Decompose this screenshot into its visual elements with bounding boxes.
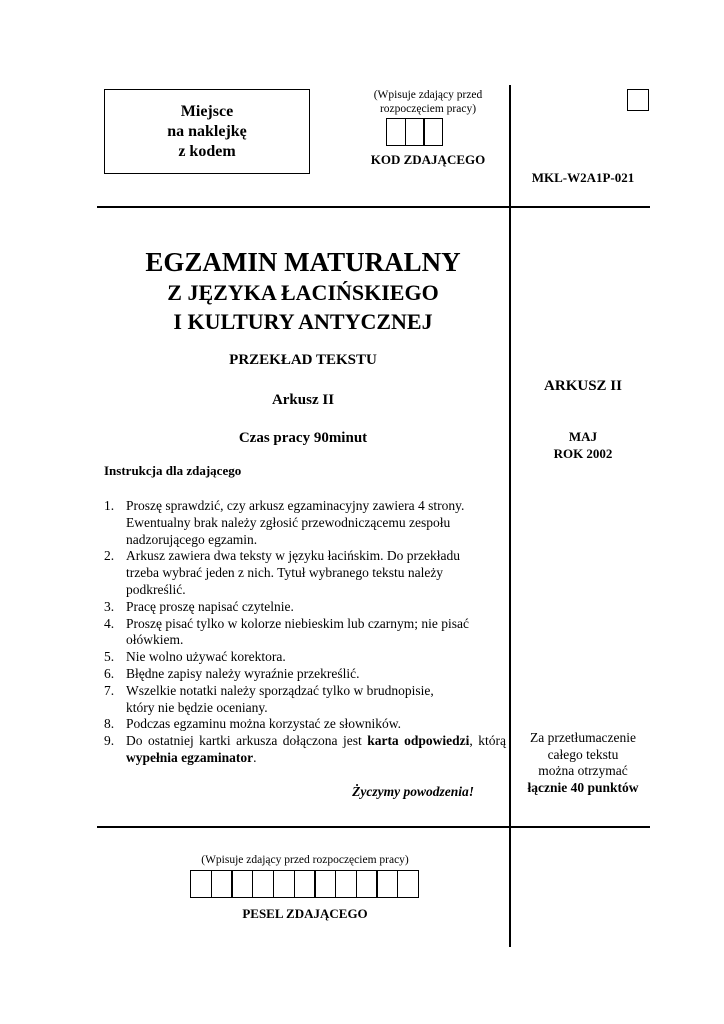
pesel-label: PESEL ZDAJĄCEGO bbox=[242, 906, 368, 921]
exam-title-line2: Z JĘZYKA ŁACIŃSKIEGO bbox=[167, 280, 439, 305]
instruction-item bbox=[104, 683, 506, 717]
instruction-item bbox=[104, 716, 506, 733]
instruction-text: Błędne zapisy należy wyraźnie przekreślić. bbox=[126, 665, 360, 681]
instruction-text-part: , którą bbox=[469, 733, 506, 749]
bottom-horizontal-divider bbox=[97, 826, 650, 828]
instruction-number: 1. bbox=[104, 498, 115, 513]
instruction-number: 7. bbox=[104, 682, 115, 698]
points-info bbox=[516, 730, 650, 796]
pesel-digit-box[interactable] bbox=[252, 870, 274, 898]
exam-date: MAJ ROK 2002 bbox=[553, 429, 613, 461]
candidate-code-label: KOD ZDAJĄCEGO bbox=[370, 152, 486, 167]
pesel-boxes bbox=[190, 870, 419, 898]
sticker-placeholder-box bbox=[104, 89, 310, 174]
instruction-item bbox=[104, 548, 506, 598]
pesel-digit-box[interactable] bbox=[335, 870, 357, 898]
vertical-divider bbox=[509, 85, 511, 947]
points-line: można otrzymać bbox=[538, 763, 628, 778]
instruction-text: Podczas egzaminu można korzystać ze słowników. bbox=[126, 716, 402, 732]
instruction-number: 4. bbox=[104, 615, 115, 631]
pesel-digit-box[interactable] bbox=[231, 870, 253, 898]
pesel-note: (Wpisuje zdający przed rozpoczęciem pracy) bbox=[201, 854, 409, 866]
corner-checkbox[interactable] bbox=[627, 89, 649, 111]
candidate-code-boxes bbox=[386, 118, 443, 146]
examiner-emphasis: wypełnia egzaminator bbox=[126, 749, 254, 765]
instruction-text: Proszę sprawdzić, czy arkusz egzaminacyjny zawiera 4 strony. Ewentualny brak należy zgłosić przewodniczącemu zespołu nadzorującego egzamin. bbox=[126, 498, 465, 547]
time-limit: Czas pracy 90minut bbox=[238, 430, 368, 446]
good-luck-message: Życzymy powodzenia! bbox=[352, 784, 474, 799]
instruction-text: Proszę pisać tylko w kolorze niebieskim lub czarnym; nie pisać ołówkiem. bbox=[126, 615, 470, 648]
pesel-digit-box[interactable] bbox=[273, 870, 295, 898]
instruction-text: Pracę proszę napisać czytelnie. bbox=[126, 598, 294, 614]
pesel-digit-box[interactable] bbox=[190, 870, 212, 898]
sticker-label: Miejsce na naklejkę z kodem bbox=[167, 102, 247, 160]
instruction-number: 3. bbox=[104, 598, 115, 614]
instruction-item bbox=[104, 666, 506, 683]
pesel-digit-box[interactable] bbox=[397, 870, 419, 898]
instructions-list bbox=[104, 498, 506, 767]
instruction-item bbox=[104, 649, 506, 666]
candidate-code-note: (Wpisuje zdający przed rozpoczęciem pracy) bbox=[373, 89, 483, 115]
pesel-digit-box[interactable] bbox=[314, 870, 336, 898]
pesel-digit-box[interactable] bbox=[376, 870, 398, 898]
instruction-number: 2. bbox=[104, 548, 115, 564]
instruction-text bbox=[126, 733, 506, 767]
instruction-text: Arkusz zawiera dwa teksty w języku łacińskim. Do przekładu trzeba wybrać jeden z nich. Tytuł wybranego tekstu należy podkreślić. bbox=[126, 548, 461, 597]
code-digit-box[interactable] bbox=[386, 118, 406, 146]
instruction-item bbox=[104, 599, 506, 616]
pesel-digit-box[interactable] bbox=[294, 870, 316, 898]
instruction-text-part: . bbox=[253, 749, 257, 765]
code-digit-box[interactable] bbox=[423, 118, 443, 146]
instruction-item bbox=[104, 498, 506, 548]
instruction-item bbox=[104, 733, 506, 767]
top-horizontal-divider bbox=[97, 206, 650, 208]
sheet-label: Arkusz II bbox=[271, 392, 335, 408]
exam-title-line1: EGZAMIN MATURALNY bbox=[145, 247, 461, 277]
points-line: całego tekstu bbox=[547, 746, 619, 762]
points-total: łącznie 40 punktów bbox=[527, 779, 639, 795]
exam-title-line3: I KULTURY ANTYCZNEJ bbox=[173, 309, 433, 334]
instruction-text-part: Do ostatniej kartki arkusza dołączona jest bbox=[126, 733, 368, 749]
instruction-number: 5. bbox=[104, 649, 115, 665]
instruction-number: 9. bbox=[104, 733, 115, 749]
points-line: Za przetłumaczenie bbox=[529, 730, 637, 745]
instruction-text: Nie wolno używać korektora. bbox=[126, 649, 286, 665]
instruction-number: 8. bbox=[104, 716, 115, 732]
exam-subtitle: PRZEKŁAD TEKSTU bbox=[229, 352, 377, 368]
pesel-digit-box[interactable] bbox=[356, 870, 378, 898]
instructions-heading: Instrukcja dla zdającego bbox=[104, 463, 242, 478]
instruction-item bbox=[104, 616, 506, 650]
code-digit-box[interactable] bbox=[405, 118, 425, 146]
pesel-digit-box[interactable] bbox=[211, 870, 233, 898]
instruction-number: 6. bbox=[104, 665, 115, 681]
instruction-text: Wszelkie notatki należy sporządzać tylko w brudnopisie, który nie będzie oceniany. bbox=[126, 682, 434, 715]
sidebar-sheet-label: ARKUSZ II bbox=[544, 378, 622, 394]
exam-code: MKL-W2A1P-021 bbox=[531, 170, 635, 185]
answer-card-emphasis: karta odpowiedzi bbox=[367, 733, 470, 749]
